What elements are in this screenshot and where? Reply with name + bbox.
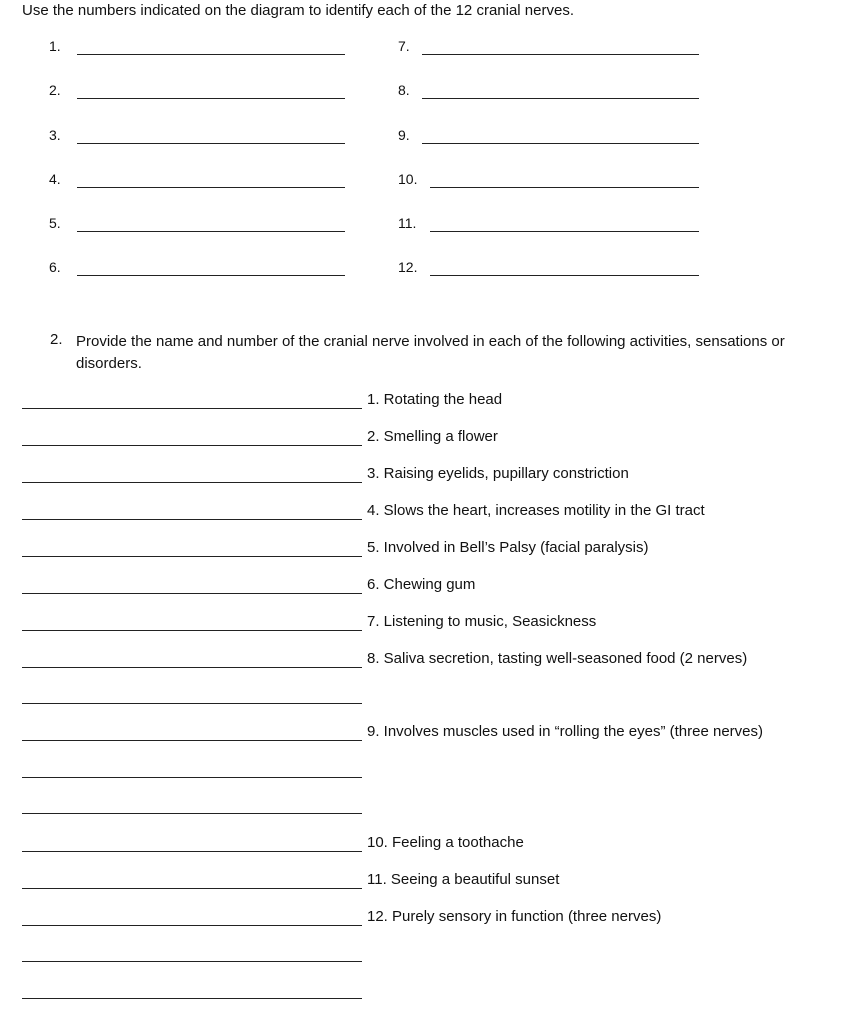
item-11: 11. Seeing a beautiful sunset (367, 871, 560, 888)
answer-line-4[interactable] (22, 519, 362, 520)
identify-number-2: 2. (49, 82, 61, 98)
identify-answer-line-5[interactable] (77, 231, 345, 232)
identify-answer-line-9[interactable] (422, 143, 699, 144)
identify-number-8: 8. (398, 82, 410, 98)
answer-line-8[interactable] (22, 667, 362, 668)
identify-number-9: 9. (398, 127, 410, 143)
identify-answer-line-2[interactable] (77, 98, 345, 99)
answer-line-6[interactable] (22, 593, 362, 594)
identify-answer-line-8[interactable] (422, 98, 699, 99)
identify-number-11: 11. (398, 215, 417, 231)
identify-answer-line-4[interactable] (77, 187, 345, 188)
question-2-prompt: Provide the name and number of the cranial nerve involved in each of the following activities, sensations or disorders. (76, 333, 785, 372)
identify-answer-line-10[interactable] (430, 187, 699, 188)
item-5: 5. Involved in Bell’s Palsy (facial paralysis) (367, 539, 649, 556)
identify-answer-line-12[interactable] (430, 275, 699, 276)
answer-line-9[interactable] (22, 740, 362, 741)
item-8: 8. Saliva secretion, tasting well-seasoned food (2 nerves) (367, 650, 748, 667)
identify-answer-line-6[interactable] (77, 275, 345, 276)
item-4: 4. Slows the heart, increases motility in the GI tract (367, 502, 705, 519)
item-1: 1. Rotating the head (367, 391, 503, 408)
answer-line-12[interactable] (22, 925, 362, 926)
item-7: 7. Listening to music, Seasickness (367, 613, 597, 630)
item-9: 9. Involves muscles used in “rolling the eyes” (three nerves) (367, 723, 764, 740)
question-2-number: 2. (50, 331, 63, 348)
identify-answer-line-3[interactable] (77, 143, 345, 144)
item-2: 2. Smelling a flower (367, 428, 498, 445)
answer-line-2[interactable] (22, 445, 362, 446)
identify-answer-line-11[interactable] (430, 231, 699, 232)
answer-line-3[interactable] (22, 482, 362, 483)
answer-line-7[interactable] (22, 630, 362, 631)
identify-number-4: 4. (49, 171, 61, 187)
answer-line-11[interactable] (22, 888, 362, 889)
answer-line-5[interactable] (22, 556, 362, 557)
identify-number-5: 5. (49, 215, 61, 231)
answer-line-12b[interactable] (22, 961, 362, 962)
answer-line-12c[interactable] (22, 998, 362, 999)
identify-number-6: 6. (49, 259, 61, 275)
answer-line-8b[interactable] (22, 703, 362, 704)
answer-line-9b[interactable] (22, 777, 362, 778)
identify-answer-line-7[interactable] (422, 54, 699, 55)
item-3: 3. Raising eyelids, pupillary constriction (367, 465, 629, 482)
answer-line-9c[interactable] (22, 813, 362, 814)
identify-number-1: 1. (49, 38, 61, 54)
identify-number-10: 10. (398, 171, 418, 187)
item-10: 10. Feeling a toothache (367, 834, 524, 851)
identify-number-12: 12. (398, 259, 418, 275)
answer-line-1[interactable] (22, 408, 362, 409)
identify-number-7: 7. (398, 38, 410, 54)
answer-line-10[interactable] (22, 851, 362, 852)
instruction-text: Use the numbers indicated on the diagram to identify each of the 12 cranial nerves. (22, 2, 574, 19)
item-12: 12. Purely sensory in function (three nerves) (367, 908, 662, 925)
identify-number-3: 3. (49, 127, 61, 143)
item-6: 6. Chewing gum (367, 576, 476, 593)
identify-answer-line-1[interactable] (77, 54, 345, 55)
